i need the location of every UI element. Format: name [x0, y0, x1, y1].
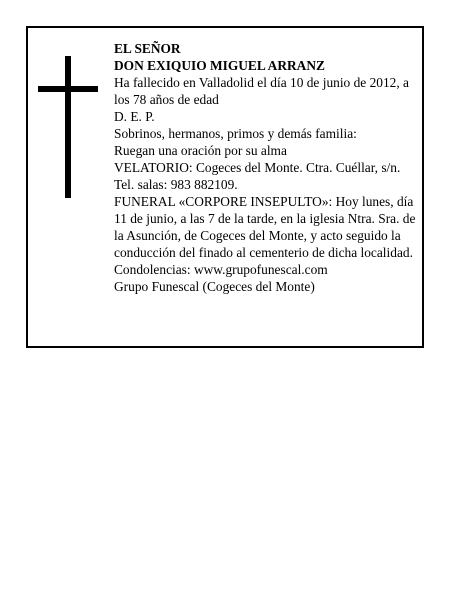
funeral-home: Grupo Funescal (Cogeces del Monte)	[114, 279, 315, 294]
cross-vertical-bar	[65, 56, 71, 198]
deceased-name: DON EXIQUIO MIGUEL ARRANZ	[114, 58, 325, 73]
wake-info: VELATORIO: Cogeces del Monte. Ctra. Cuéllar, s/n. Tel. salas: 983 882109.	[114, 160, 401, 192]
cross-icon	[38, 56, 98, 198]
prayer-request: Ruegan una oración por su alma	[114, 143, 287, 158]
family-line: Sobrinos, hermanos, primos y demás familia:	[114, 126, 357, 141]
rip-line: D. E. P.	[114, 109, 155, 124]
obituary-notice	[26, 26, 424, 348]
obituary-text	[114, 40, 420, 295]
funeral-info: FUNERAL «CORPORE INSEPULTO»: Hoy lunes, día 11 de junio, a las 7 de la tarde, en la iglesia Ntra. Sra. de la Asunción, de Cogeces del Monte, y acto seguido la conducción del finado al cementerio de dicha localidad. Condolencias: www.grupofunescal.com	[114, 194, 416, 277]
cross-horizontal-bar	[38, 86, 98, 92]
title-line-1: EL SEÑOR	[114, 41, 181, 56]
passing-statement: Ha fallecido en Valladolid el día 10 de junio de 2012, a los 78 años de edad	[114, 75, 410, 107]
